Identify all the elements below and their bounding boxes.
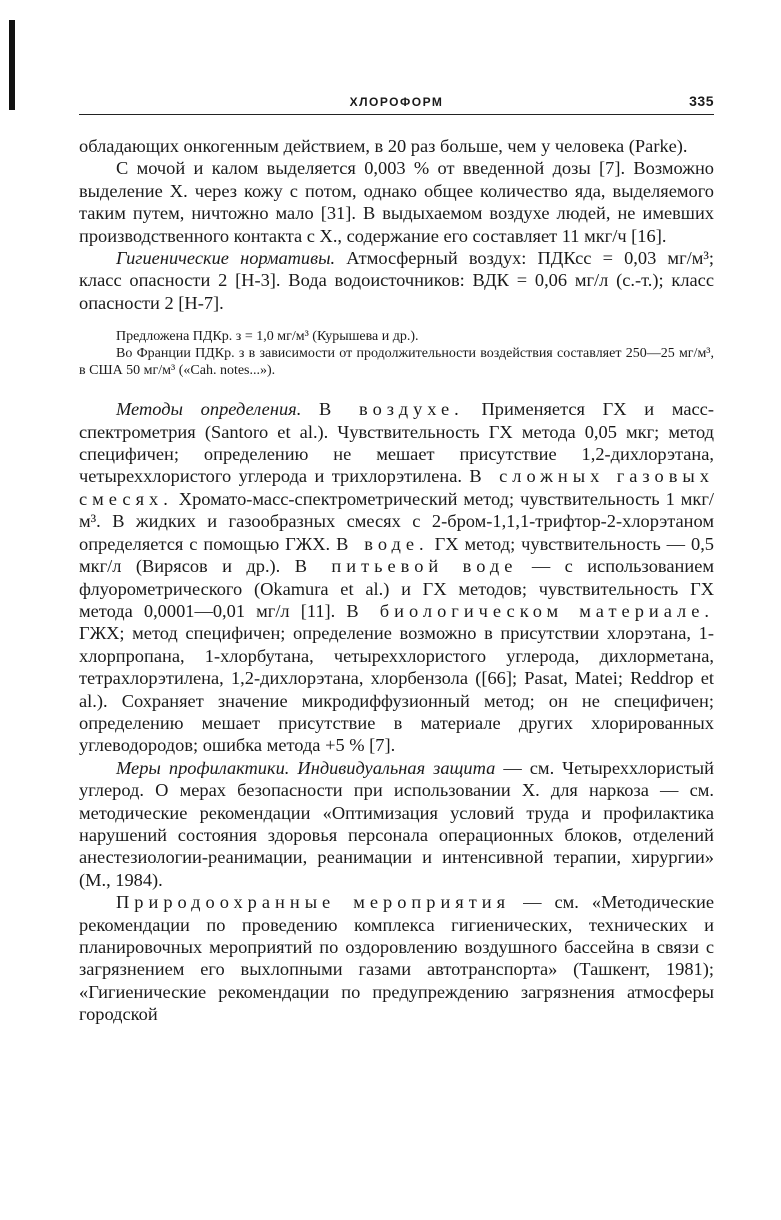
spaced-subheading-biological: В биологическом материале. [346, 600, 714, 621]
page-header [79, 92, 714, 115]
paragraph-continued: обладающих онкогенным действием, в 20 раз больше, чем у человека (Parke). [79, 136, 688, 156]
book-page [79, 92, 714, 1026]
paragraph-environment [79, 891, 714, 1025]
paragraph-excretion: С мочой и калом выделяется 0,003 % от введенной дозы [7]. Возможно выделение Х. через кожу с потом, однако общее количество яда, выделяемого таким путем, ничтожно мало [31]. В выдыхаемом воздухе людей, не имевших производственного контакта с Х., содержание его составляет 11 мкг/ч [16]. [79, 158, 714, 246]
paragraph-methods [79, 398, 714, 757]
note-proposed-limit: Предложена ПДКр. з = 1,0 мг/м³ (Курышева и др.). [116, 329, 419, 345]
body-text [79, 135, 714, 1026]
methods-text-part: — с использованием флуорометрического (Okamura et al.) и ГХ методов; чувствительность ГХ метода 0,0001—0,01 мг/л [11]. [79, 556, 714, 621]
methods-text-part [301, 399, 319, 419]
note-foreign-limits: Во Франции ПДКр. з в зависимости от продолжительности воздействия составляет 250—25 мг/м³, в США 50 мг/м³ («Cah. notes...»). [79, 346, 714, 379]
methods-text-part: Хромато-масс-спектрометрический метод; чувствительность 1 мкг/м³. В жидких и газообразных смесях с 2-бром-1,1,1-трифтор-2-хлорэтаном определяется с помощью ГЖХ. [79, 488, 714, 554]
section-heading-prevention: Меры профилактики. Индивидуальная защита [116, 757, 496, 778]
running-title: ХЛОРОФОРМ [349, 95, 444, 109]
paragraph-hygiene-norms [79, 247, 714, 314]
section-heading-hygiene: Гигиенические нормативы. [116, 248, 336, 269]
spaced-subheading-drinking-water: В питьевой воде [294, 556, 518, 577]
paragraph-prevention [79, 757, 714, 891]
methods-text-part: ГХ метод; чувствительность — 0,5 мкг/л (Вирясов и др.). [79, 533, 714, 577]
spaced-subheading-gas-mixtures: В сложных газовых смесях. [79, 466, 714, 509]
page-number: 335 [689, 93, 714, 109]
spaced-subheading-air: В воздухе. [319, 399, 464, 420]
section-heading-environment: Природоохранные мероприятия [116, 892, 511, 913]
prevention-text: — см. Четыреххлористый углерод. О мерах безопасности при использовании Х. для наркоза — см. методические рекомендации «Оптимизация условий труда и профилактика нарушений состояния здоровья персонала операционных блоков, отделений анестезиологии-реанимации, реанимации и интенсивной терапии, хирургии» (М., 1984). [79, 757, 714, 890]
methods-text-part: Применяется ГХ и масс-спектрометрия (Santoro et al.). Чувствительность ГХ метода 0,05 мкг; метод специфичен; определению не мешает присутствие 1,2-дихлорэтана, четыреххлористого углерода и трихлорэтилена. [79, 399, 714, 487]
methods-text-part: ГЖХ; метод специфичен; определение возможно в присутствии хлорэтана, 1-хлорпропана, 1-хлорбутана, четыреххлористого углерода, дихлорметана, тетрахлорэтилена, 1,2-дихлорэтана, хлорбензола ([66]; Pasat, Matei; Reddrop et al.). Сохраняет значение микродиффузионный метод; он не специфичен; определению мешает присутствие в материале других хлорированных углеводородов; ошибка метода +5 % [7]. [79, 623, 714, 756]
hygiene-text: Атмосферный воздух: ПДКсс = 0,03 мг/м³; класс опасности 2 [Н-3]. Вода водоисточников: ВДК = 0,06 мг/л (с.-т.); класс опасности 2 [Н-7]. [79, 248, 714, 313]
note-block [79, 328, 714, 379]
section-heading-methods: Методы определения. [116, 399, 302, 420]
spaced-subheading-water: В воде. [336, 533, 429, 554]
scan-edge-mark [9, 20, 15, 110]
environment-text: — см. «Методические рекомендации по проведению комплекса гигиенических, технических и планировочных мероприятий по оздоровлению воздушного бассейна в связи с загрязнением его выхлопными газами автотранспорта» (Ташкент, 1981); «Гигиенические рекомендации по предупреждению загрязнения атмосферы городской [79, 892, 714, 1025]
